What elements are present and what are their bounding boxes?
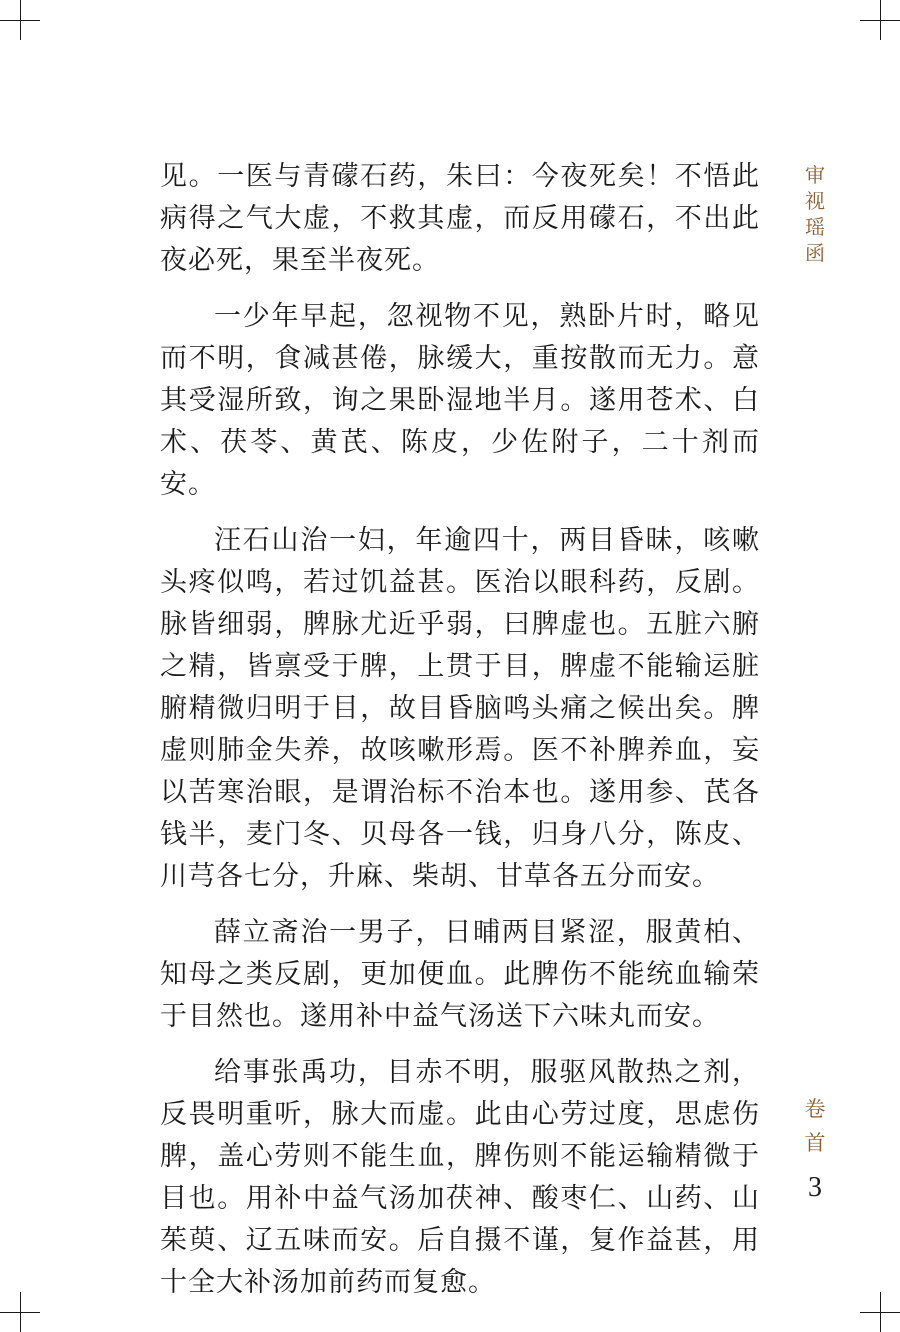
paragraph-2: 一少年早起，忽视物不见，熟卧片时，略见而不明，食减甚倦，脉缓大，重按散而无力。意其受湿所致，询之果卧湿地半月。遂用苍术、白术、茯苓、黄芪、陈皮，少佐附子，二十剂而安。 <box>160 301 760 500</box>
section-char: 卷 <box>804 1097 826 1121</box>
running-head-section <box>798 1092 832 1160</box>
crop-mark-bottom-right-horizontal <box>860 1312 900 1313</box>
crop-mark-top-left-horizontal <box>0 20 40 21</box>
running-head-book-title <box>800 162 830 266</box>
paragraph-5: 给事张禹功，目赤不明，服驱风散热之剂，反畏明重听，脉大而虚。此由心劳过度，思虑伤脾，盖心劳则不能生血，脾伤则不能运输精微于目也。用补中益气汤加茯神、酸枣仁、山药、山茱萸、辽五味而安。后自摄不谨，复作益甚，用十全大补汤加前药而复愈。 <box>160 1057 760 1298</box>
crop-mark-bottom-left-horizontal <box>0 1312 40 1313</box>
paragraph-4: 薛立斋治一男子，日晡两目紧涩，服黄柏、知母之类反剧，更加便血。此脾伤不能统血输荣于目然也。遂用补中益气汤送下六味丸而安。 <box>160 917 760 1032</box>
crop-mark-top-right-horizontal <box>860 20 900 21</box>
paragraph-1: 见。一医与青礞石药，朱曰：今夜死矣！不悟此病得之气大虚，不救其虚，而反用礞石，不出此夜必死，果至半夜死。 <box>160 161 760 276</box>
page-number: 3 <box>808 1172 822 1203</box>
book-title-char: 视 <box>805 189 825 213</box>
book-title-char: 瑶 <box>805 215 825 239</box>
book-title-char: 函 <box>805 241 825 265</box>
section-char: 首 <box>804 1131 826 1155</box>
book-title-char: 审 <box>805 163 825 187</box>
paragraph-3: 汪石山治一妇，年逾四十，两目昏昧，咳嗽头疼似鸣，若过饥益甚。医治以眼科药，反剧。脉皆细弱，脾脉尤近乎弱，曰脾虚也。五脏六腑之精，皆禀受于脾，上贯于目，脾虚不能输运脏腑精微归明于目，故目昏脑鸣头痛之候出矣。脾虚则肺金失养，故咳嗽形焉。医不补脾养血，妄以苦寒治眼，是谓治标不治本也。遂用参、芪各钱半，麦门冬、贝母各一钱，归身八分，陈皮、川芎各七分，升麻、柴胡、甘草各五分而安。 <box>160 525 760 892</box>
body-text <box>160 156 760 1318</box>
